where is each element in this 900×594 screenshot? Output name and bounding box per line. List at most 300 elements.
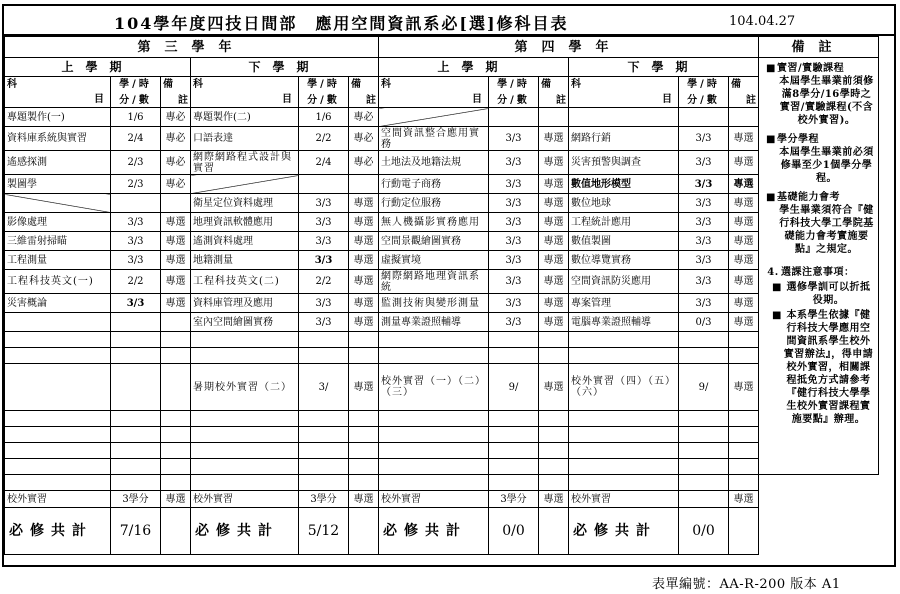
empty-cell bbox=[569, 348, 679, 364]
external-internship-credits: 3學分 bbox=[111, 491, 161, 508]
table-row bbox=[5, 127, 879, 151]
empty-cell bbox=[379, 443, 489, 459]
note-1-title: 實習/實驗課程 bbox=[777, 63, 845, 74]
course-type: 專選 bbox=[729, 151, 759, 175]
course-type: 專選 bbox=[349, 313, 379, 332]
empty-cell bbox=[5, 332, 111, 348]
internship-credits: 9/ bbox=[489, 364, 539, 411]
internship-credits bbox=[111, 364, 161, 411]
internship-credits: 3/ bbox=[299, 364, 349, 411]
course-type: 專選 bbox=[539, 151, 569, 175]
course-name: 衛星定位資料處理 bbox=[191, 194, 299, 213]
internship-type: 專選 bbox=[539, 364, 569, 411]
course-type: 專選 bbox=[539, 127, 569, 151]
course-name: 三維雷射掃瞄 bbox=[5, 232, 111, 251]
note-item-4 bbox=[765, 266, 874, 426]
notes-header: 備註 bbox=[759, 37, 879, 58]
external-internship-name: 校外實習 bbox=[5, 491, 111, 508]
empty-cell bbox=[191, 411, 299, 427]
col-header-remark-label: 備 bbox=[163, 78, 173, 90]
course-type: 專選 bbox=[729, 294, 759, 313]
course-credits: 3/3 bbox=[111, 251, 161, 270]
course-type: 專必 bbox=[161, 127, 191, 151]
course-name: 工程科技英文(一) bbox=[5, 270, 111, 294]
col-header-credits-label: 學/時 bbox=[687, 78, 720, 90]
course-credits: 3/3 bbox=[679, 194, 729, 213]
course-name: 口語表達 bbox=[191, 127, 299, 151]
external-internship-type: 專選 bbox=[161, 491, 191, 508]
document-date: 104.04.27 bbox=[729, 14, 796, 29]
empty-cell bbox=[569, 411, 679, 427]
empty-cell bbox=[111, 332, 161, 348]
course-credits: 3/3 bbox=[489, 127, 539, 151]
empty-cell bbox=[349, 443, 379, 459]
empty-cell bbox=[111, 443, 161, 459]
required-total-blank bbox=[539, 508, 569, 555]
course-type: 專選 bbox=[161, 294, 191, 313]
table-row bbox=[5, 313, 879, 332]
course-credits: 3/3 bbox=[299, 232, 349, 251]
course-credits: 3/3 bbox=[299, 213, 349, 232]
col-header-course-label: 科 bbox=[381, 79, 391, 90]
column-header-row bbox=[5, 77, 879, 108]
empty-cell bbox=[349, 459, 379, 475]
empty-cell bbox=[161, 427, 191, 443]
external-internship-type: 專選 bbox=[539, 491, 569, 508]
empty-cell bbox=[5, 459, 111, 475]
empty-cell bbox=[489, 427, 539, 443]
semester-y3-spring: 下學期 bbox=[191, 58, 379, 77]
course-credits: 1/6 bbox=[299, 108, 349, 127]
empty-cell bbox=[379, 348, 489, 364]
table-row bbox=[5, 459, 879, 475]
empty-cell bbox=[379, 459, 489, 475]
table-row bbox=[5, 427, 879, 443]
course-credits: 3/3 bbox=[679, 127, 729, 151]
course-credits: 3/3 bbox=[679, 213, 729, 232]
empty-cell bbox=[489, 411, 539, 427]
course-type: 專選 bbox=[729, 175, 759, 194]
empty-cell bbox=[539, 475, 569, 491]
course-name: 地理資訊軟體應用 bbox=[191, 213, 299, 232]
form-code: 表單編號：AA-R-200 版本 A1 bbox=[652, 577, 841, 592]
empty-cell bbox=[5, 411, 111, 427]
note-1-body: 本屆學生畢業前須修滿8學分/16學時之實習/實驗課程(不含校外實習)。 bbox=[779, 76, 874, 126]
col-header-credits-label: 學/時 bbox=[497, 78, 530, 90]
course-credits: 2/2 bbox=[299, 127, 349, 151]
course-credits: 3/3 bbox=[489, 213, 539, 232]
course-type: 專選 bbox=[729, 194, 759, 213]
required-total-label: 必修共計 bbox=[191, 508, 299, 555]
course-credits: 3/3 bbox=[679, 251, 729, 270]
empty-cell bbox=[349, 411, 379, 427]
course-credits: 3/3 bbox=[299, 251, 349, 270]
totals-row bbox=[5, 508, 879, 555]
col-header-remark-y4-fall bbox=[539, 77, 569, 108]
course-type: 專必 bbox=[349, 108, 379, 127]
course-name: 專題製作(二) bbox=[191, 108, 299, 127]
empty-cell bbox=[161, 459, 191, 475]
internship-course-name: 暑期校外實習（二） bbox=[191, 364, 299, 411]
course-name: 室內空間繪圖實務 bbox=[191, 313, 299, 332]
course-type: 專選 bbox=[161, 232, 191, 251]
square-bullet-icon: ■ bbox=[766, 134, 776, 145]
empty-cell bbox=[349, 332, 379, 348]
empty-cell bbox=[729, 459, 759, 475]
course-credits: 3/3 bbox=[489, 194, 539, 213]
empty-cell bbox=[539, 443, 569, 459]
course-name: 災害概論 bbox=[5, 294, 111, 313]
empty-cell bbox=[299, 459, 349, 475]
course-name: 資料庫管理及應用 bbox=[191, 294, 299, 313]
empty-cell bbox=[5, 427, 111, 443]
empty-cell bbox=[729, 411, 759, 427]
course-credits: 3/3 bbox=[299, 194, 349, 213]
year-3-header: 第三學年 bbox=[5, 37, 379, 58]
external-internship-credits: 3學分 bbox=[489, 491, 539, 508]
table-row bbox=[5, 332, 879, 348]
note-item-1 bbox=[765, 62, 874, 127]
table-row bbox=[5, 232, 879, 251]
course-type: 專選 bbox=[161, 251, 191, 270]
table-row bbox=[5, 491, 879, 508]
course-credits: 3/3 bbox=[489, 294, 539, 313]
col-header-course-label-2: 目 bbox=[662, 94, 675, 105]
course-credits bbox=[679, 108, 729, 127]
course-credits: 2/3 bbox=[111, 175, 161, 194]
course-type bbox=[349, 175, 379, 194]
empty-cell bbox=[489, 459, 539, 475]
square-bullet-icon: ■ bbox=[772, 282, 782, 293]
course-type: 專選 bbox=[539, 232, 569, 251]
table-row bbox=[5, 443, 879, 459]
course-name bbox=[569, 108, 679, 127]
empty-cell bbox=[489, 332, 539, 348]
course-name: 網路行銷 bbox=[569, 127, 679, 151]
col-header-credits-label: 學/時 bbox=[119, 78, 152, 90]
course-type: 專必 bbox=[349, 151, 379, 175]
course-credits bbox=[489, 108, 539, 127]
course-name: 測量專業證照輔導 bbox=[379, 313, 489, 332]
empty-cell bbox=[161, 475, 191, 491]
course-name: 資料庫系統與實習 bbox=[5, 127, 111, 151]
square-bullet-icon: ■ bbox=[766, 192, 776, 203]
col-header-remark-label-2: 註 bbox=[746, 94, 756, 106]
col-header-credits-label: 學/時 bbox=[307, 78, 340, 90]
required-total-value: 5/12 bbox=[299, 508, 349, 555]
empty-cell bbox=[111, 348, 161, 364]
course-name: 監測技術與變形測量 bbox=[379, 294, 489, 313]
course-name: 數值地形模型 bbox=[569, 175, 679, 194]
required-total-value: 0/0 bbox=[489, 508, 539, 555]
empty-cell bbox=[379, 332, 489, 348]
col-header-remark-label-2: 註 bbox=[556, 94, 566, 106]
course-name: 數值製圖 bbox=[569, 232, 679, 251]
empty-cell bbox=[161, 411, 191, 427]
empty-cell bbox=[299, 332, 349, 348]
col-header-course-y3-spring bbox=[191, 77, 299, 108]
course-type bbox=[539, 108, 569, 127]
col-header-remark-label: 備 bbox=[541, 78, 551, 90]
empty-cell bbox=[161, 332, 191, 348]
course-name: 數位地球 bbox=[569, 194, 679, 213]
course-type: 專選 bbox=[539, 270, 569, 294]
col-header-course-y3-fall bbox=[5, 77, 111, 108]
col-header-credits-label-2: 分/數 bbox=[497, 94, 530, 106]
course-credits: 3/3 bbox=[679, 270, 729, 294]
table-row bbox=[5, 213, 879, 232]
empty-cell bbox=[5, 443, 111, 459]
course-name bbox=[5, 313, 111, 332]
notes-panel bbox=[759, 58, 879, 475]
required-total-value: 0/0 bbox=[679, 508, 729, 555]
empty-cell bbox=[569, 475, 679, 491]
course-credits bbox=[299, 175, 349, 194]
course-credits: 3/3 bbox=[111, 213, 161, 232]
table-row bbox=[5, 348, 879, 364]
empty-cell bbox=[191, 427, 299, 443]
col-header-remark-y3-fall bbox=[161, 77, 191, 108]
col-header-remark-y3-spring bbox=[349, 77, 379, 108]
course-name: 網際網路程式設計與實習 bbox=[191, 151, 299, 175]
course-credits: 3/3 bbox=[489, 313, 539, 332]
note-4-number: 4. bbox=[767, 267, 779, 278]
empty-cell bbox=[161, 443, 191, 459]
empty-cell bbox=[489, 475, 539, 491]
square-bullet-icon: ■ bbox=[772, 310, 782, 321]
empty-cell bbox=[111, 411, 161, 427]
course-credits: 3/3 bbox=[679, 151, 729, 175]
empty-cell bbox=[5, 475, 111, 491]
course-type: 專選 bbox=[729, 313, 759, 332]
note-2-title: 學分學程 bbox=[777, 134, 819, 145]
course-name: 空間資訊整合應用實務 bbox=[379, 127, 489, 151]
table-row bbox=[5, 175, 879, 194]
course-credits: 3/3 bbox=[489, 175, 539, 194]
empty-cell bbox=[679, 411, 729, 427]
internship-course-name: 校外實習（一）（二）（三） bbox=[379, 364, 489, 411]
col-header-course-label-2: 目 bbox=[472, 94, 485, 105]
empty-cell bbox=[679, 332, 729, 348]
note-item-3 bbox=[765, 191, 874, 256]
empty-cell bbox=[299, 475, 349, 491]
course-type: 專選 bbox=[349, 251, 379, 270]
course-credits bbox=[111, 313, 161, 332]
course-name: 影像處理 bbox=[5, 213, 111, 232]
col-header-course-y4-spring bbox=[569, 77, 679, 108]
required-total-value: 7/16 bbox=[111, 508, 161, 555]
course-type: 專必 bbox=[161, 108, 191, 127]
course-name: 土地法及地籍法規 bbox=[379, 151, 489, 175]
required-total-label: 必修共計 bbox=[379, 508, 489, 555]
col-header-credits-label-2: 分/數 bbox=[119, 94, 152, 106]
table-row bbox=[5, 270, 879, 294]
required-total-label: 必修共計 bbox=[5, 508, 111, 555]
col-header-remark-label: 備 bbox=[351, 78, 361, 90]
course-credits: 3/3 bbox=[299, 294, 349, 313]
course-name: 空間資訊防災應用 bbox=[569, 270, 679, 294]
empty-cell bbox=[299, 348, 349, 364]
course-type: 專選 bbox=[539, 194, 569, 213]
empty-cell bbox=[111, 475, 161, 491]
course-type: 專必 bbox=[349, 127, 379, 151]
empty-cell bbox=[5, 348, 111, 364]
course-type: 專必 bbox=[161, 175, 191, 194]
course-type: 專選 bbox=[349, 213, 379, 232]
course-name: 遙感探測 bbox=[5, 151, 111, 175]
table-row bbox=[5, 475, 879, 491]
semester-y4-fall: 上學期 bbox=[379, 58, 569, 77]
course-credits: 2/2 bbox=[111, 270, 161, 294]
empty-cell bbox=[299, 443, 349, 459]
empty-cell bbox=[539, 427, 569, 443]
note-4-sub-1: 選修學訓可以折抵役期。 bbox=[786, 282, 871, 306]
external-internship-name: 校外實習 bbox=[379, 491, 489, 508]
course-type: 專選 bbox=[729, 232, 759, 251]
col-header-credits-y4-spring bbox=[679, 77, 729, 108]
course-type: 專選 bbox=[729, 127, 759, 151]
required-total-blank bbox=[349, 508, 379, 555]
course-name: 行動電子商務 bbox=[379, 175, 489, 194]
course-credits: 2/4 bbox=[111, 127, 161, 151]
course-name bbox=[5, 194, 111, 213]
empty-cell bbox=[729, 427, 759, 443]
external-internship-name: 校外實習 bbox=[191, 491, 299, 508]
empty-cell bbox=[191, 443, 299, 459]
course-type: 專必 bbox=[161, 151, 191, 175]
empty-cell bbox=[569, 459, 679, 475]
col-header-remark-label-2: 註 bbox=[366, 94, 376, 106]
course-type: 專選 bbox=[729, 213, 759, 232]
course-credits: 0/3 bbox=[679, 313, 729, 332]
table-row bbox=[5, 251, 879, 270]
empty-cell bbox=[191, 459, 299, 475]
course-name: 無人機攝影實務應用 bbox=[379, 213, 489, 232]
empty-cell bbox=[349, 348, 379, 364]
course-credits: 2/3 bbox=[111, 151, 161, 175]
course-credits: 2/2 bbox=[299, 270, 349, 294]
course-type: 專選 bbox=[349, 270, 379, 294]
course-name: 工程測量 bbox=[5, 251, 111, 270]
empty-cell bbox=[489, 348, 539, 364]
course-name: 網際網路地理資訊系統 bbox=[379, 270, 489, 294]
course-credits: 3/3 bbox=[489, 232, 539, 251]
table-row bbox=[5, 294, 879, 313]
course-name: 工程統計應用 bbox=[569, 213, 679, 232]
course-name: 專題製作(一) bbox=[5, 108, 111, 127]
internship-credits: 9/ bbox=[679, 364, 729, 411]
course-type: 專選 bbox=[539, 213, 569, 232]
required-total-blank bbox=[729, 508, 759, 555]
course-name bbox=[379, 108, 489, 127]
course-name bbox=[191, 175, 299, 194]
note-4-title: 選課注意事項： bbox=[781, 267, 855, 278]
col-header-credits-label-2: 分/數 bbox=[307, 94, 340, 106]
course-name: 專案管理 bbox=[569, 294, 679, 313]
col-header-course-label: 科 bbox=[571, 79, 581, 90]
empty-cell bbox=[729, 475, 759, 491]
col-header-course-label-2: 目 bbox=[282, 94, 295, 105]
empty-cell bbox=[679, 475, 729, 491]
empty-cell bbox=[349, 427, 379, 443]
course-type: 專選 bbox=[539, 313, 569, 332]
note-3-title: 基礎能力會考 bbox=[777, 192, 840, 203]
course-type bbox=[161, 313, 191, 332]
course-credits: 3/3 bbox=[679, 294, 729, 313]
course-type: 專選 bbox=[539, 175, 569, 194]
title-bar bbox=[4, 6, 894, 36]
course-name: 虛擬實境 bbox=[379, 251, 489, 270]
empty-cell bbox=[679, 443, 729, 459]
semester-y3-fall: 上學期 bbox=[5, 58, 191, 77]
col-header-credits-y3-spring bbox=[299, 77, 349, 108]
empty-cell bbox=[161, 348, 191, 364]
table-row bbox=[5, 151, 879, 175]
course-credits: 3/3 bbox=[489, 270, 539, 294]
course-credits: 3/3 bbox=[299, 313, 349, 332]
col-header-remark-y4-spring bbox=[729, 77, 759, 108]
empty-cell bbox=[729, 443, 759, 459]
course-type bbox=[161, 194, 191, 213]
col-header-credits-y4-fall bbox=[489, 77, 539, 108]
course-credits: 3/3 bbox=[489, 251, 539, 270]
empty-cell bbox=[569, 427, 679, 443]
course-credits: 3/3 bbox=[679, 175, 729, 194]
course-name: 製圖學 bbox=[5, 175, 111, 194]
internship-course-name bbox=[5, 364, 111, 411]
semester-y4-spring: 下學期 bbox=[569, 58, 759, 77]
course-name: 空間景觀繪圖實務 bbox=[379, 232, 489, 251]
empty-cell bbox=[379, 427, 489, 443]
empty-cell bbox=[539, 348, 569, 364]
course-name: 工程科技英文(二) bbox=[191, 270, 299, 294]
empty-cell bbox=[191, 475, 299, 491]
external-internship-credits: 3學分 bbox=[299, 491, 349, 508]
course-type bbox=[729, 108, 759, 127]
empty-cell bbox=[679, 459, 729, 475]
empty-cell bbox=[191, 332, 299, 348]
empty-cell bbox=[111, 427, 161, 443]
course-type: 專選 bbox=[729, 251, 759, 270]
empty-cell bbox=[299, 411, 349, 427]
course-credits: 2/4 bbox=[299, 151, 349, 175]
course-credits: 3/3 bbox=[111, 294, 161, 313]
col-header-credits-y3-fall bbox=[111, 77, 161, 108]
required-total-blank bbox=[161, 508, 191, 555]
empty-cell bbox=[539, 411, 569, 427]
internship-type: 專選 bbox=[349, 364, 379, 411]
table-row bbox=[5, 411, 879, 427]
course-name: 電腦專業證照輔導 bbox=[569, 313, 679, 332]
empty-cell bbox=[729, 348, 759, 364]
square-bullet-icon: ■ bbox=[766, 63, 776, 74]
empty-cell bbox=[379, 411, 489, 427]
internship-type bbox=[161, 364, 191, 411]
course-credits: 3/3 bbox=[111, 232, 161, 251]
course-table bbox=[4, 36, 879, 555]
external-internship-name: 校外實習 bbox=[569, 491, 679, 508]
col-header-course-label-2: 目 bbox=[94, 94, 107, 105]
col-header-remark-label: 備 bbox=[731, 78, 741, 90]
course-type: 專選 bbox=[161, 270, 191, 294]
col-header-course-label: 科 bbox=[7, 79, 17, 90]
empty-cell bbox=[569, 332, 679, 348]
course-credits bbox=[111, 194, 161, 213]
empty-cell bbox=[111, 459, 161, 475]
course-type: 專選 bbox=[349, 232, 379, 251]
course-credits: 1/6 bbox=[111, 108, 161, 127]
note-3-body: 學生畢業須符合『健行科技大學工學院基礎能力會考實施要點』之規定。 bbox=[779, 205, 874, 255]
